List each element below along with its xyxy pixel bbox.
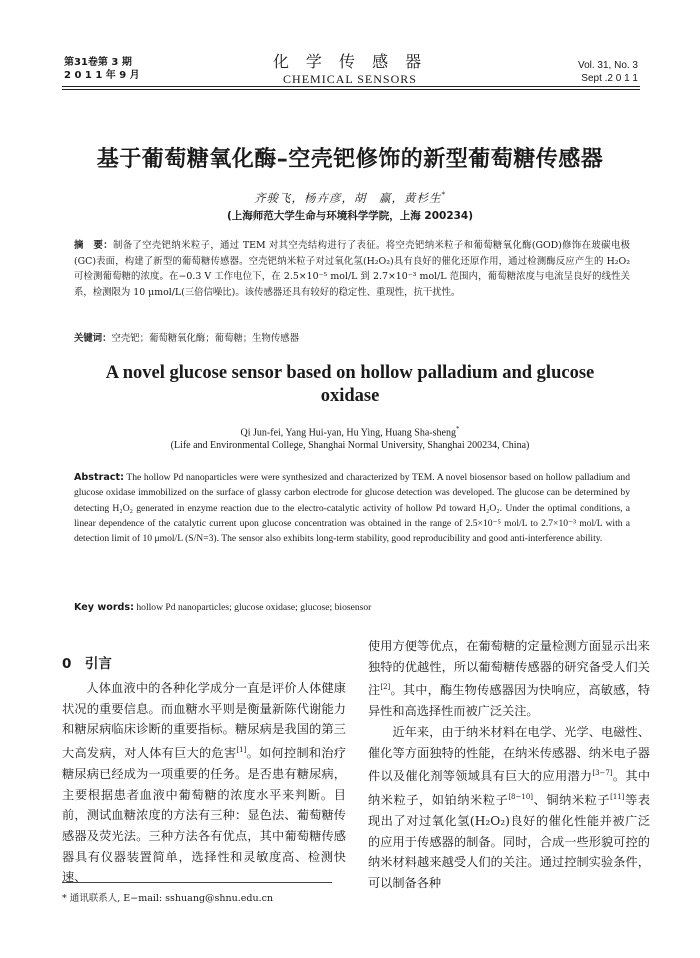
abstract-cn-label: 摘 要： [74, 240, 113, 251]
body-column-left [62, 640, 346, 888]
footnote-contact: * 通讯联系人, E−mail: sshuang@shnu.edu.cn [62, 893, 274, 904]
citation-ref-4: [8−10] [508, 793, 534, 802]
footnote-rule [62, 882, 332, 883]
abstract-cn-text: 制备了空壳钯纳米粒子，通过 TEM 对其空壳结构进行了表征。将空壳钯纳米粒子和葡萄糖氧化酶(GOD)修饰在玻碳电极(GC)表面，构建了新型的葡萄糖传感器。空壳钯纳米粒子对过氧化氢(H₂O₂)具有良好的催化还原作用，通过检测酶反应产生的 H₂O₂ 可检测葡萄糖的浓度。在−0.3 V 工作电位下，在 2.5×10⁻⁵ mol/L 到 2.7×10⁻³ mol/L 范围内，葡萄糖浓度与电流呈良好的线性关系，检测限为 10 μmol/L(三倍信噪比)。该传感器还具有较好的稳定性、重现性，抗干扰性。 [74, 240, 630, 298]
intro-p2-text-b: 。其中纳米粒子，如铂纳米粒子 [368, 769, 651, 808]
authors-en-names: Qi Jun-fei, Yang Hui-yan, Hu Ying, Huang Sha-sheng [240, 427, 456, 439]
authors-en [0, 425, 700, 438]
intro-paragraph-1-cont [368, 636, 650, 722]
header-vol-en: Vol. 31, No. 3 [577, 60, 638, 71]
journal-title-en: CHEMICAL SENSORS [283, 72, 417, 86]
intro-p1-text: 人体血液中的各种化学成分一直是评价人体健康状况的重要信息。而血糖水平则是衡量新陈代谢能力和糖尿病临床诊断的重要指标。糖尿病是我国的第三大高发病，对人体有巨大的危害 [62, 681, 346, 761]
citation-ref-1: [1] [236, 746, 247, 755]
intro-p1-right-text: 使用方便等优点，在葡萄糖的定量检测方面显示出来独特的优越性，所以葡萄糖传感器的研究备受人们关注 [368, 639, 650, 698]
keywords-en-label: Key words: [74, 602, 134, 613]
body-column-right [368, 636, 650, 894]
abstract-en [74, 470, 630, 546]
citation-ref-3: [3−7] [592, 769, 613, 778]
abstract-cn [74, 238, 630, 300]
intro-p1-text-cont: 。如何控制和治疗糖尿病已经成为一项重要的任务。是否患有糖尿病，主要根据患者血液中葡萄糖的浓度水平来判断。目前，测试血糖浓度的方法有三种：显色法、葡萄糖传感器及荧光法。三种方法各有优点，其中葡萄糖传感器具有仪器装置简单，选择性和灵敏度高、检测快速、 [62, 746, 347, 885]
keywords-cn [74, 331, 630, 346]
citation-ref-2: [2] [380, 683, 391, 692]
affiliation-en: (Life and Environmental College, Shanghai Normal University, Shanghai 200234, China) [170, 440, 530, 451]
affiliation-cn: (上海师范大学生命与环境科学学院，上海 200234) [226, 210, 474, 222]
section-heading-intro: 0 引言 [62, 656, 112, 672]
corresponding-mark-cn: * [441, 191, 446, 200]
header-date-cn: 2 0 1 1 年 9 月 [64, 70, 140, 81]
keywords-en [74, 601, 630, 615]
keywords-en-text: hollow Pd nanoparticles; glucose oxidase; glucose; biosensor [136, 602, 372, 613]
journal-title-cn: 化 学 传 感 器 [272, 52, 428, 71]
intro-p2-text-d: 等表现出了对过氧化氢(H₂O₂)良好的催化性能并被广泛的应用于传感器的制备。同时，合成一些形貌可控的纳米材料越来越受人们的关注。通过控制实验条件，可以制备各种 [368, 793, 651, 890]
header-rule-thin [62, 89, 640, 90]
keywords-cn-label: 关键词： [74, 333, 112, 344]
intro-p2-text-c: 、铜纳米粒子 [533, 793, 611, 808]
keywords-cn-text: 空壳钯；葡萄糖氧化酶；葡萄糖；生物传感器 [111, 333, 300, 344]
authors-cn-names: 齐骏飞，杨卉彦，胡 赢，黄杉生 [254, 191, 442, 205]
intro-p1-right-text-cont: 。其中，酶生物传感器因为快响应，高敏感，特异性和高选择性而被广泛关注。 [368, 683, 651, 719]
intro-paragraph-1 [62, 678, 346, 888]
header-rule [62, 86, 640, 87]
corresponding-mark-en: * [455, 425, 460, 433]
citation-ref-5: [11] [610, 793, 625, 802]
intro-p2-text-a: 近年来，由于纳米材料在电学、光学、电磁性、催化等方面独特的性能，在纳米传感器、纳米电子器件以及催化剂等领域具有巨大的应用潜力 [368, 724, 650, 784]
header-volume-en [578, 59, 638, 85]
abstract-en-label: Abstract: [74, 472, 124, 483]
header-vol-cn: 第31卷第 3 期 [64, 57, 132, 68]
paper-title-en: A novel glucose sensor based on hollow palladium and glucose oxidase [105, 363, 595, 406]
paper-title-cn: 基于葡萄糖氧化酶–空壳钯修饰的新型葡萄糖传感器 [96, 147, 604, 172]
authors-cn [0, 190, 700, 206]
abstract-en-text: The hollow Pd nanoparticles were were synthesized and characterized by TEM. A novel biosensor based on hollow palladium and glucose oxidase immobilized on the surface of glassy carbon electrode for glucose detection was developed. The glucose can be determined by detecting H₂O₂ generated in enzyme reaction due to the electro-catalytic activity of hollow Pd toward H₂O₂. Under the optimal conditions, a linear dependence of the catalytic current upon glucose concentration was obtained in the range of 2.5×10⁻⁵ mol/L to 2.7×10⁻³ mol/L with a detection limit of 10 μmol/L (S/N=3). The sensor also exhibits long-term stability, good reproducibility and good anti-interference ability. [74, 472, 630, 545]
header-date-en: Sept .2 0 1 1 [581, 73, 638, 84]
intro-paragraph-2 [368, 722, 650, 894]
